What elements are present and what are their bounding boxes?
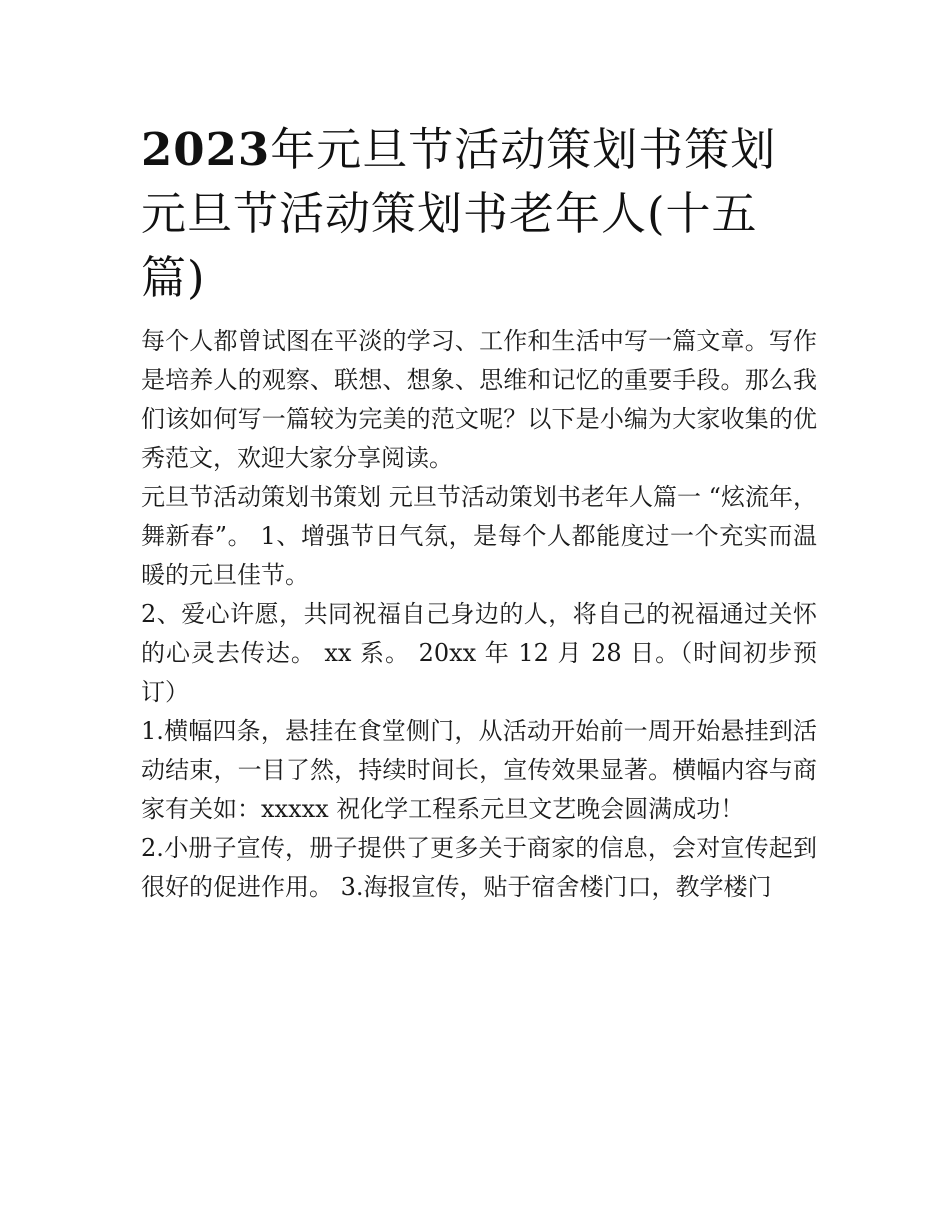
paragraph-banner: 1.横幅四条，悬挂在食堂侧门，从活动开始前一周开始悬挂到活动结束，一目了然，持续时间长，宣传效果显著。横幅内容与商家有关如：xxxxx 祝化学工程系元旦文艺晚会圆满成功！ xyxy=(141,717,817,823)
document-page xyxy=(141,118,817,907)
title-text: 年元旦节活动策划书策划元旦节活动策划书老年人(十五篇) xyxy=(141,123,777,304)
document-body xyxy=(141,322,817,907)
paragraph-theme: 元旦节活动策划书策划 元旦节活动策划书老年人篇一 “炫流年，舞新春”。 1、增强节日气氛，是每个人都能度过一个充实而温暖的元旦佳节。 xyxy=(141,483,817,589)
paragraph-brochure: 2.小册子宣传，册子提供了更多关于商家的信息，会对宣传起到很好的促进作用。 3.海报宣传，贴于宿舍楼门口，教学楼门 xyxy=(141,834,817,901)
paragraph-intro: 每个人都曾试图在平淡的学习、工作和生活中写一篇文章。写作是培养人的观察、联想、想象、思维和记忆的重要手段。那么我们该如何写一篇较为完美的范文呢？以下是小编为大家收集的优秀范文，欢迎大家分享阅读。 xyxy=(141,327,817,472)
document-title xyxy=(141,118,817,310)
title-year: 2023 xyxy=(141,123,271,176)
paragraph-wish: 2、爱心许愿，共同祝福自己身边的人，将自己的祝福通过关怀的心灵去传达。 xx 系。 20xx 年 12 月 28 日。（时间初步预订） xyxy=(141,600,817,706)
